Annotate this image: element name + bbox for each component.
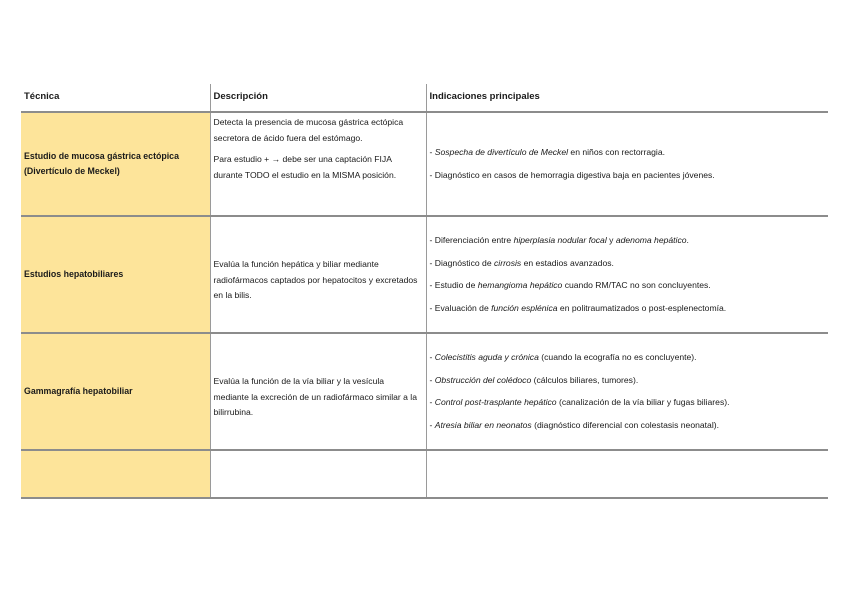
indication-emphasis: Control post-trasplante hepático [434,397,557,407]
indication-emphasis: Obstrucción del colédoco [434,374,532,385]
indication-text: . [686,235,689,245]
header-tecnica: Técnica [21,84,210,112]
indications-cell [426,112,828,216]
indications-cell [426,450,828,498]
indication-text: (diagnóstico diferencial con colestasis neonatal). [531,419,719,430]
indication-emphasis: Atresia biliar en neonatos [434,419,532,430]
table-row [21,216,828,333]
technique-cell: Gammagrafía hepatobiliar [21,333,210,450]
indication-item [430,301,825,317]
description-paragraph: Detecta la presencia de mucosa gástrica ectópica secretora de ácido fuera del estómago. [213,117,404,143]
table-row [21,333,828,450]
indication-text: - [429,374,435,385]
description-cell [210,450,426,498]
indication-text: - [429,419,435,430]
indication-text: - Diagnóstico de [429,257,494,268]
indication-emphasis: hiperplasia nodular focal [513,235,607,245]
table-row-empty [21,450,828,498]
document-page [21,84,828,499]
description-paragraph: Para estudio + → debe ser una captación FIJA durante TODO el estudio en la MISMA posición. [213,154,397,180]
indication-emphasis: Sospecha de divertículo de Meckel [434,147,569,157]
technique-cell: Estudio de mucosa gástrica ectópica (Divertículo de Meckel) [21,112,210,216]
technique-cell: Estudios hepatobiliares [21,216,210,333]
indication-text: en estadios avanzados. [521,257,614,268]
indication-item [430,418,825,434]
indication-text: - [429,147,435,157]
description-cell [210,112,426,216]
indication-text: en politraumatizados o post-esplenectomía. [557,302,727,313]
indication-text: - [429,352,435,362]
indication-text: (canalización de la vía biliar y fugas biliares). [556,397,730,407]
indication-text: - Diferenciación entre [429,235,514,245]
indication-text: - Estudio de [429,280,478,290]
table-row [21,112,828,216]
header-indicaciones: Indicaciones principales [426,84,828,112]
indication-item [430,395,825,411]
indication-item [430,168,825,184]
indication-text: - Diagnóstico en casos de hemorragia digestiva baja en pacientes jóvenes. [429,169,715,180]
technique-cell [21,450,210,498]
indication-item [430,256,825,272]
header-descripcion: Descripción [210,84,426,112]
indication-text: - [429,397,435,407]
indication-emphasis: función esplénica [491,302,558,313]
indication-text: cuando RM/TAC no son concluyentes. [562,280,711,290]
indication-text: - Evaluación de [429,302,492,313]
indication-emphasis: adenoma hepático [615,235,687,245]
indication-text: (cuando la ecografía no es concluyente). [538,352,697,362]
indication-item [430,233,825,249]
indication-emphasis: hemangioma hepático [477,280,563,290]
description-cell [210,216,426,333]
indication-emphasis: cirrosis [494,257,522,268]
description-cell [210,333,426,450]
indication-item [430,145,825,161]
indications-cell [426,333,828,450]
indication-text: (cálculos biliares, tumores). [531,374,639,385]
medical-techniques-table [21,84,828,499]
indication-text: y [606,235,616,245]
indication-item [430,350,825,366]
indications-cell [426,216,828,333]
table-header-row [21,84,828,112]
description-paragraph: Evalúa la función hepática y biliar mediante radiofármacos captados por hepatocitos y excretados en la bilis. [213,259,418,300]
indication-text: en niños con rectorragia. [568,147,666,157]
indication-emphasis: Colecistitis aguda y crónica [434,352,539,362]
description-paragraph: Evalúa la función de la vía biliar y la vesícula mediante la excreción de un radiofármaco similar a la bilirrubina. [213,376,417,417]
indication-item [430,278,825,294]
indication-item [430,373,825,389]
